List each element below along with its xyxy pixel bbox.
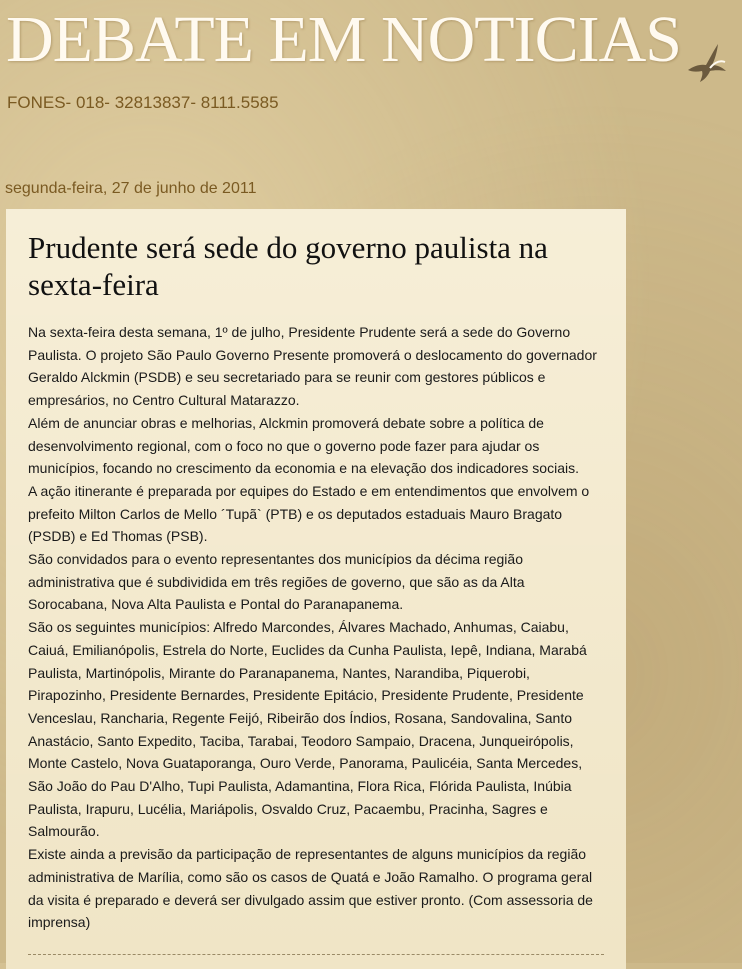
paragraph: Na sexta-feira desta semana, 1º de julho, Presidente Prudente será a sede do Governo Paulista. O projeto São Paulo Governo Presente promoverá o deslocamento do governador Geraldo Alckmin (PSDB) e seu secretariado para se reunir com gestores públicos e empresários, no Centro Cultural Matarazzo. xyxy=(28,324,597,409)
post-body xyxy=(28,321,604,934)
post-title[interactable]: Prudente será sede do governo paulista na sexta-feira xyxy=(28,230,548,302)
bird-icon xyxy=(684,40,728,86)
paragraph: São os seguintes municípios: Alfredo Marcondes, Álvares Machado, Anhumas, Caiabu, Caiuá, Emilianópolis, Estrela do Norte, Euclides da Cunha Paulista, Iepê, Indiana, Marabá Paulista, Martinópolis, Mirante do Paranapanema, Nantes, Narandiba, Piquerobi, Pirapozinho, Presidente Bernardes, Presidente Epitácio, Presidente Prudente, Presidente Venceslau, Rancharia, Regente Feijó, Ribeirão dos Índios, Rosana, Sandovalina, Santo Anastácio, Santo Expedito, Taciba, Tarabai, Teodoro Sampaio, Dracena, Junqueirópolis, Monte Castelo, Nova Guataporanga, Ouro Verde, Panorama, Paulicéia, Santa Mercedes, São João do Pau D'Alho, Tupi Paulista, Adamantina, Flora Rica, Flórida Paulista, Inúbia Paulista, Irapuru, Lucélia, Mariápolis, Osvaldo Cruz, Pacaembu, Pracinha, Sagres e Salmourão. xyxy=(28,619,587,840)
blog-title[interactable]: DEBATE EM NOTICIAS xyxy=(6,3,681,76)
post xyxy=(6,209,626,969)
paragraph: Existe ainda a previsão da participação de representantes de alguns municípios da região administrativa de Marília, como são os casos de Quatá e João Ramalho. O programa geral da visita é preparado e deverá ser divulgado assim que estiver pronto. (Com assessoria de imprensa) xyxy=(28,846,593,931)
blog-description: FONES- 018- 32813837- 8111.5585 xyxy=(7,93,279,112)
paragraph: Além de anunciar obras e melhorias, Alckmin promoverá debate sobre a política de desenvolvimento regional, com o foco no que o governo pode fazer para ajudar os municípios, focando no crescimento da economia e na elevação dos indicadores sociais. xyxy=(28,414,579,477)
paragraph: A ação itinerante é preparada por equipes do Estado e em entendimentos que envolvem o prefeito Milton Carlos de Mello ´Tupã` (PTB) e os deputados estaduais Mauro Bragato (PSDB) e Ed Thomas (PSB). xyxy=(28,482,590,545)
post-divider xyxy=(28,954,604,955)
post-date: segunda-feira, 27 de junho de 2011 xyxy=(5,180,257,197)
paragraph: São convidados para o evento representantes dos municípios da décima região administrativa que é subdividida em três regiões de governo, que são as da Alta Sorocabana, Nova Alta Paulista e Pontal do Paranapanema. xyxy=(28,551,525,613)
